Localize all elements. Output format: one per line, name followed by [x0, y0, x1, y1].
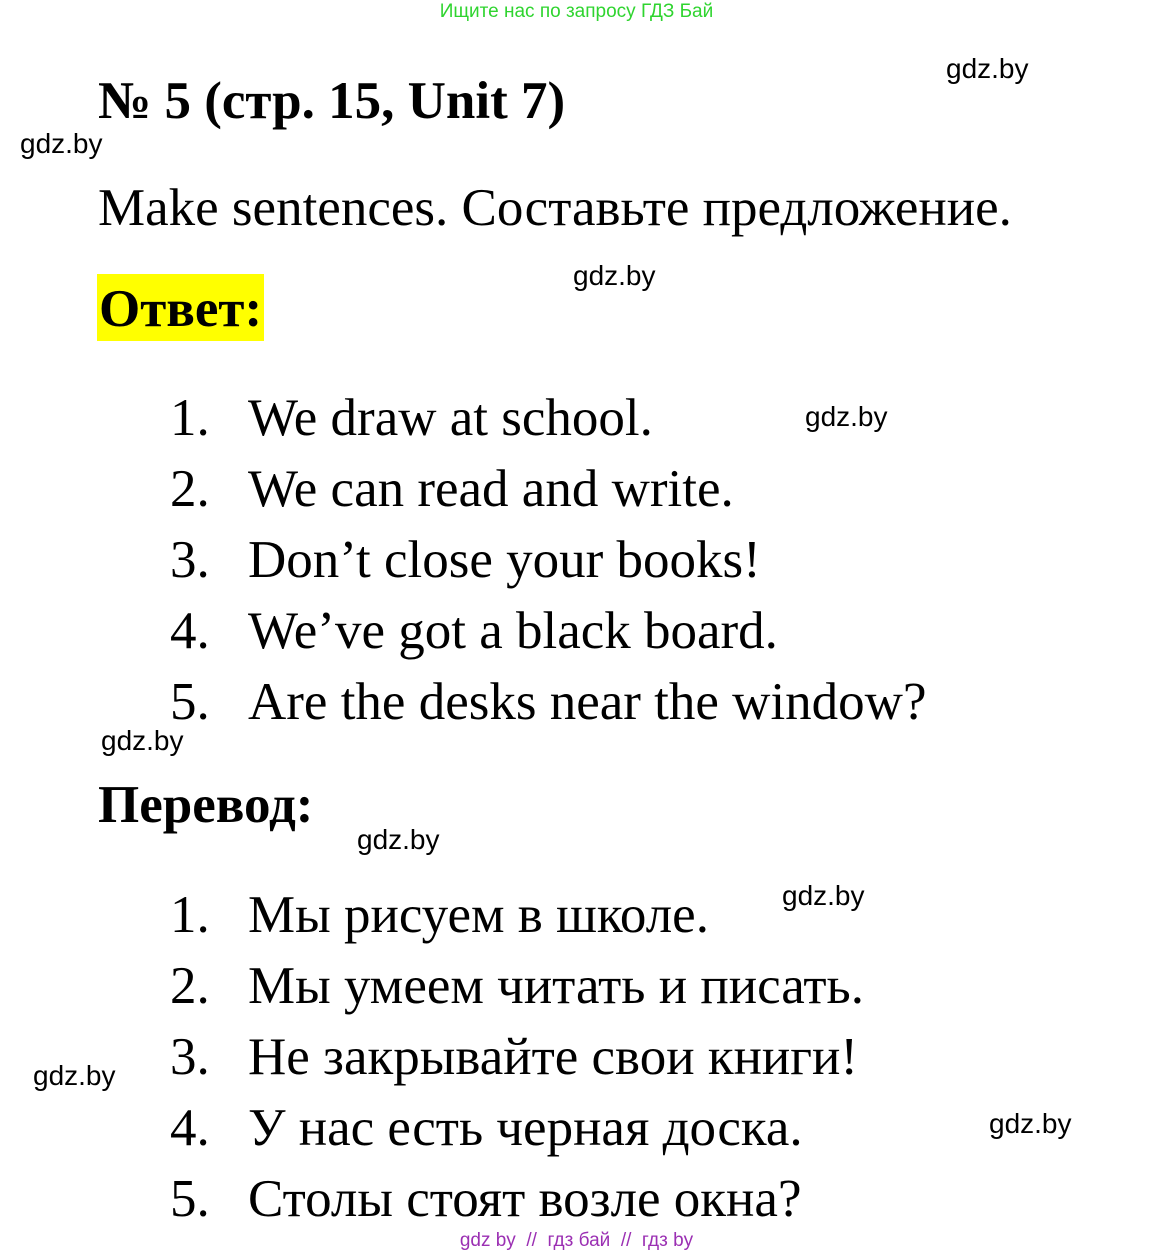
translation-item [170, 1093, 864, 1164]
watermark: gdz.by [805, 401, 888, 432]
translation-item [170, 1022, 864, 1093]
answer-item [170, 596, 926, 667]
translation-item [170, 880, 864, 951]
item-number: 2. [170, 460, 210, 518]
watermark: gdz.by [357, 824, 440, 855]
translation-list [170, 880, 864, 1235]
item-number: 3. [170, 531, 210, 589]
item-text: We draw at school. [248, 389, 653, 447]
watermark: gdz.by [101, 725, 184, 756]
watermark: gdz.by [782, 880, 865, 911]
watermark: gdz.by [20, 128, 103, 159]
item-number: 2. [170, 957, 210, 1015]
translation-item [170, 951, 864, 1022]
watermark: gdz.by [573, 260, 656, 291]
answer-item [170, 525, 926, 596]
item-number: 3. [170, 1028, 210, 1086]
item-text: Are the desks near the window? [248, 673, 927, 731]
answer-heading: Ответ: [97, 274, 264, 341]
item-text: Don’t close your books! [248, 531, 761, 589]
bottom-banner-link[interactable]: gdz by // гдз бай // гдз by [459, 1230, 694, 1251]
item-number: 4. [170, 602, 210, 660]
item-number: 4. [170, 1099, 210, 1157]
item-text: Мы умеем читать и писать. [248, 957, 864, 1015]
item-text: We can read and write. [248, 460, 734, 518]
item-number: 1. [170, 886, 210, 944]
answer-item [170, 667, 926, 738]
item-text: Не закрывайте свои книги! [248, 1028, 859, 1086]
task-instruction: Make sentences. Составьте предложение. [98, 179, 1012, 237]
item-text: Мы рисуем в школе. [248, 886, 709, 944]
item-text: У нас есть черная доска. [248, 1099, 803, 1157]
answer-list [170, 383, 926, 738]
watermark: gdz.by [989, 1108, 1072, 1139]
item-text: We’ve got a black board. [248, 602, 778, 660]
item-text: Столы стоят возле окна? [248, 1170, 802, 1228]
item-number: 5. [170, 673, 210, 731]
answer-item [170, 454, 926, 525]
page-title: № 5 (стр. 15, Unit 7) [98, 72, 566, 130]
top-banner-link[interactable]: Ищите нас по запросу ГДЗ Бай [439, 1, 714, 22]
item-number: 5. [170, 1170, 210, 1228]
watermark: gdz.by [33, 1060, 116, 1091]
watermark: gdz.by [946, 53, 1029, 84]
translation-item [170, 1164, 864, 1235]
translation-heading: Перевод: [98, 776, 314, 834]
item-number: 1. [170, 389, 210, 447]
